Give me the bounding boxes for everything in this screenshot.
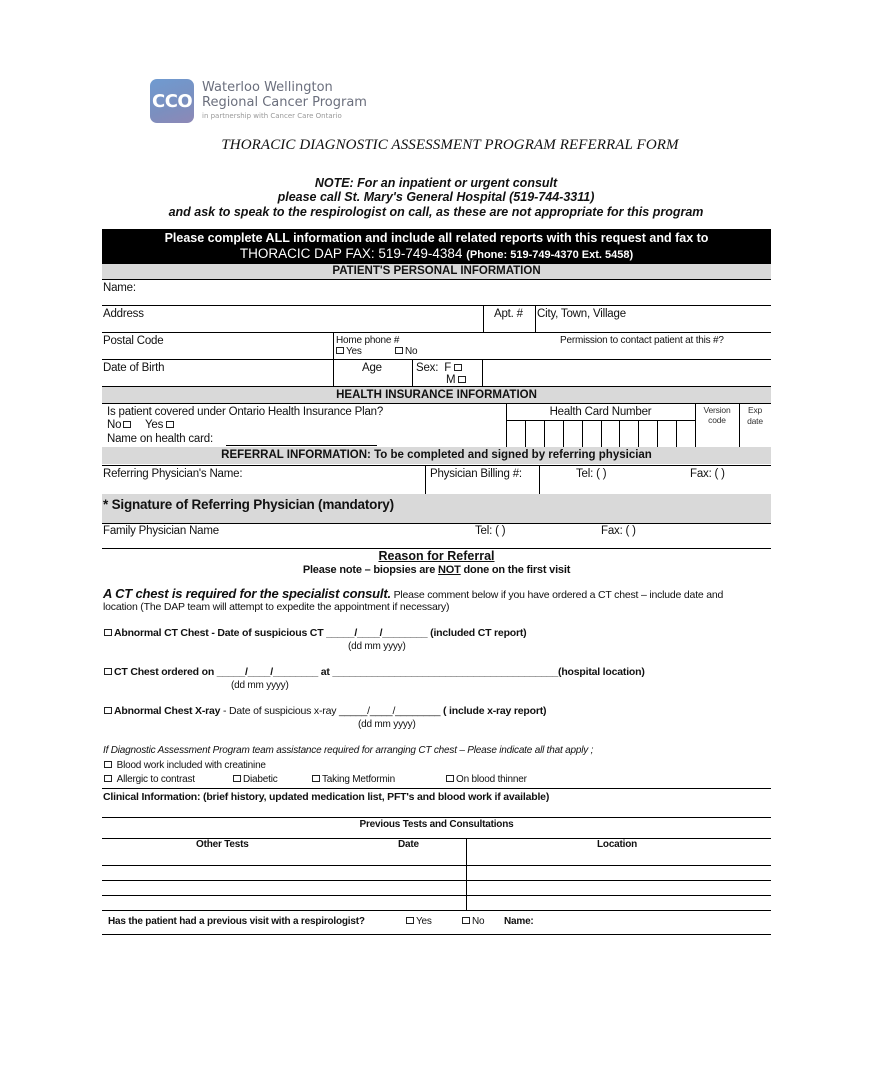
checkbox-icon xyxy=(446,775,454,782)
health-card-digit-box[interactable] xyxy=(544,420,563,447)
assist-diabetic[interactable]: Diabetic xyxy=(233,774,278,785)
health-card-label: Health Card Number xyxy=(549,406,652,418)
respirologist-question: Has the patient had a previous visit with a respirologist? xyxy=(108,916,365,927)
ct-required-line-2: location (The DAP team will attempt to expedite the appointment if necessary) xyxy=(103,601,450,613)
version-code-label-1: Version xyxy=(703,405,731,415)
checkbox-icon xyxy=(104,761,112,768)
signature-label: * Signature of Referring Physician (mandatory) xyxy=(103,497,394,512)
version-code-field[interactable] xyxy=(696,404,739,446)
col-date: Date xyxy=(398,839,419,850)
ohip-question: Is patient covered under Ontario Health Insurance Plan? xyxy=(107,406,384,418)
checkbox-icon xyxy=(233,775,241,782)
city-label: City, Town, Village xyxy=(537,308,626,320)
logo-line-2: Regional Cancer Program xyxy=(202,95,367,110)
permission-label: Permission to contact patient at this #? xyxy=(560,335,724,346)
health-card-digit-box[interactable] xyxy=(525,420,544,447)
note-line-1: NOTE: For an inpatient or urgent consult xyxy=(314,176,558,190)
assist-allergic[interactable]: Allergic to contrast xyxy=(104,774,195,785)
family-physician-label: Family Physician Name xyxy=(103,525,219,537)
checkbox-icon xyxy=(312,775,320,782)
previous-tests-header: Previous Tests and Consultations xyxy=(359,819,514,830)
assist-blood-thinner[interactable]: On blood thinner xyxy=(446,774,527,785)
ct-ordered-date-hint: (dd mm yyyy) xyxy=(231,680,289,691)
health-insurance-header: HEALTH INSURANCE INFORMATION xyxy=(336,389,537,401)
health-card-digit-box[interactable] xyxy=(601,420,620,447)
health-card-digit-box[interactable] xyxy=(506,420,525,447)
respirologist-yes[interactable]: Yes xyxy=(406,916,432,927)
family-tel-label: Tel: ( ) xyxy=(475,525,506,537)
address-label: Address xyxy=(103,308,144,320)
sex-f-checkbox[interactable] xyxy=(454,364,462,371)
assistance-note: If Diagnostic Assessment Program team assistance required for arranging CT chest – Please indicate all that apply ; xyxy=(103,745,594,756)
table-row[interactable] xyxy=(102,881,771,895)
logo-line-3: in partnership with Cancer Care Ontario xyxy=(202,112,342,120)
reason-header: Reason for Referral xyxy=(378,549,495,563)
family-fax-label: Fax: ( ) xyxy=(601,525,636,537)
signature-field[interactable] xyxy=(420,495,770,522)
checkbox-icon xyxy=(336,347,344,354)
sex-label: Sex: F xyxy=(416,362,464,375)
assist-metformin[interactable]: Taking Metformin xyxy=(312,774,395,785)
ref-tel-label: Tel: ( ) xyxy=(576,468,607,480)
checkbox-icon xyxy=(395,347,403,354)
address-field[interactable] xyxy=(150,306,480,332)
respirologist-name-label: Name: xyxy=(504,916,534,927)
patient-info-header: PATIENT'S PERSONAL INFORMATION xyxy=(332,265,541,277)
version-code-label-2: code xyxy=(708,415,726,425)
phone-permission-no[interactable]: No xyxy=(395,346,417,357)
instructions-banner xyxy=(102,229,771,264)
xray-date-hint: (dd mm yyyy) xyxy=(358,719,416,730)
col-other-tests: Other Tests xyxy=(196,839,249,850)
health-card-digit-box[interactable] xyxy=(563,420,582,447)
checkbox-icon xyxy=(104,629,112,636)
respirologist-name-field[interactable] xyxy=(540,914,770,932)
note-line-3: and ask to speak to the respirologist on call, as these are not appropriate for this program xyxy=(168,205,704,219)
ref-fax-label: Fax: ( ) xyxy=(690,468,725,480)
respirologist-no[interactable]: No xyxy=(462,916,484,927)
checkbox-icon xyxy=(406,917,414,924)
billing-label: Physician Billing #: xyxy=(430,468,522,480)
apt-label: Apt. # xyxy=(494,308,523,320)
checkbox-icon xyxy=(123,421,131,428)
checkbox-icon xyxy=(104,707,112,714)
age-label: Age xyxy=(362,362,382,374)
banner-line-1: Please complete ALL information and include all related reports with this request and fax to xyxy=(164,231,709,245)
health-card-digit-box[interactable] xyxy=(582,420,601,447)
table-row[interactable] xyxy=(102,866,771,880)
checkbox-icon xyxy=(166,421,174,428)
abnormal-ct-date-hint: (dd mm yyyy) xyxy=(348,641,406,652)
logo-line-1: Waterloo Wellington xyxy=(202,80,333,95)
checkbox-icon xyxy=(104,775,112,782)
ct-required-text: A CT chest is required for the specialist consult. Please comment below if you have ordered a CT chest – include date and xyxy=(103,586,724,601)
sex-m-checkbox[interactable] xyxy=(458,376,466,383)
checkbox-icon xyxy=(462,917,470,924)
name-label: Name: xyxy=(103,282,136,294)
exp-date-label-2: date xyxy=(747,416,763,426)
logo-mark-text: CCO xyxy=(152,91,193,112)
clinical-info-label: Clinical Information: (brief history, updated medication list, PFT's and blood work if available) xyxy=(103,791,550,803)
assist-blood-work[interactable]: Blood work included with creatinine xyxy=(104,760,266,771)
referring-physician-field[interactable] xyxy=(103,480,423,494)
option-abnormal-ct[interactable]: Abnormal CT Chest - Date of suspicious CT _____/____/________ (included CT report) xyxy=(104,627,526,640)
referring-physician-label: Referring Physician's Name: xyxy=(103,468,243,480)
referral-info-header: REFERRAL INFORMATION: To be completed and signed by referring physician xyxy=(221,449,652,461)
table-row[interactable] xyxy=(102,896,771,910)
clinical-info-field[interactable] xyxy=(103,804,771,816)
dob-label: Date of Birth xyxy=(103,362,165,374)
ohip-yes-option[interactable]: Yes xyxy=(145,419,176,432)
health-card-digit-box[interactable] xyxy=(638,420,657,447)
banner-fax: THORACIC DAP FAX: 519-749-4384 xyxy=(239,246,463,261)
note-line-2: please call St. Mary's General Hospital (519-744-3311) xyxy=(277,190,595,204)
ohip-no-option[interactable]: No xyxy=(107,419,133,432)
postal-code-label: Postal Code xyxy=(103,335,164,347)
checkbox-icon xyxy=(104,668,112,675)
health-card-digit-box[interactable] xyxy=(676,420,695,447)
name-field[interactable] xyxy=(150,280,770,305)
option-ct-ordered[interactable]: CT Chest ordered on _____/____/________ at ________________________________________(hospital location) xyxy=(104,666,645,679)
col-location: Location xyxy=(597,839,638,850)
name-on-card-label: Name on health card: xyxy=(107,433,213,445)
name-on-card-field[interactable] xyxy=(226,445,377,446)
home-phone-label: Home phone # xyxy=(336,335,400,346)
sex-m-option[interactable]: M xyxy=(446,374,468,387)
health-card-digit-box[interactable] xyxy=(619,420,638,447)
biopsy-note: Please note – biopsies are NOT done on the first visit xyxy=(302,564,571,576)
health-card-digit-box[interactable] xyxy=(657,420,676,447)
form-title: THORACIC DIAGNOSTIC ASSESSMENT PROGRAM REFERRAL FORM xyxy=(221,137,679,153)
exp-date-field[interactable] xyxy=(740,404,771,446)
option-abnormal-xray[interactable]: Abnormal Chest X-ray - Date of suspicious x-ray _____/____/________ ( include x-ray report) xyxy=(104,705,546,718)
phone-permission-yes[interactable]: Yes xyxy=(336,346,362,357)
exp-date-label-1: Exp xyxy=(747,405,763,415)
banner-phone: (Phone: 519-749-4370 Ext. 5458) xyxy=(466,249,634,261)
